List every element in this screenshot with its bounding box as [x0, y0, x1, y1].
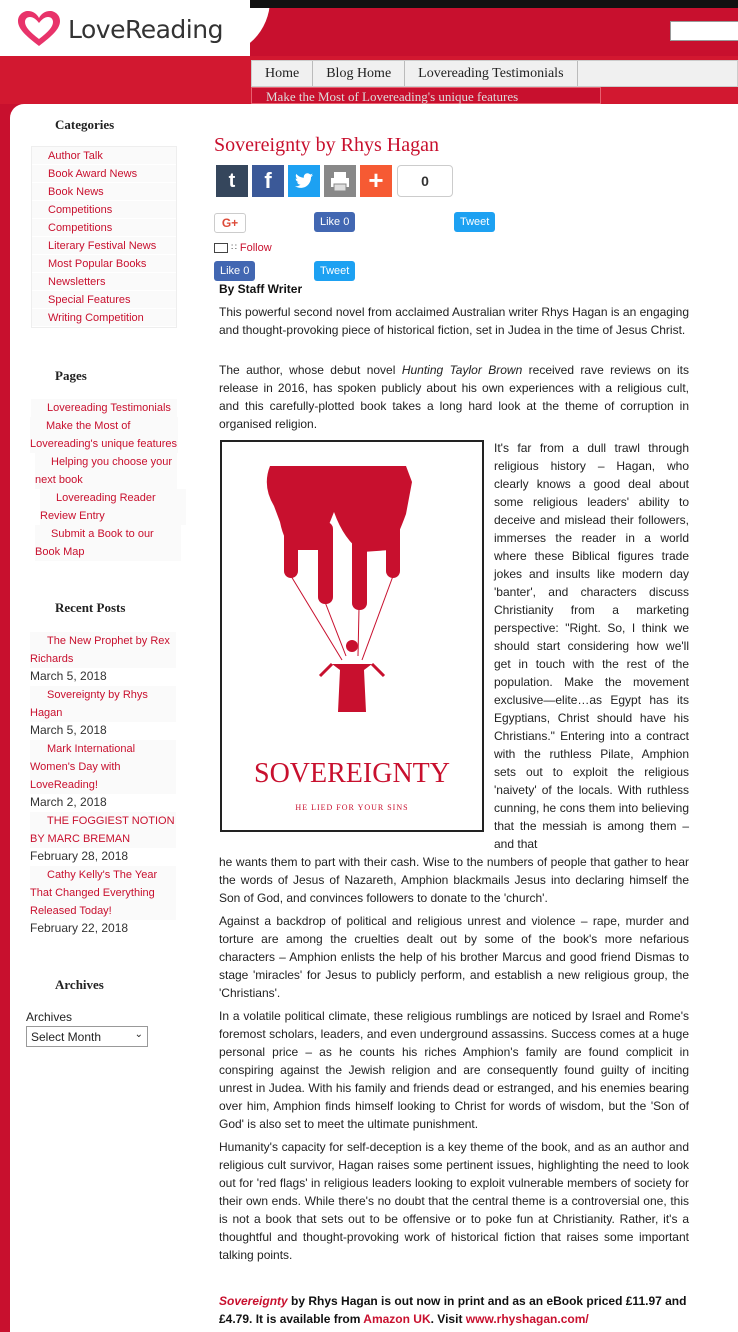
- more-share-button[interactable]: [360, 165, 392, 197]
- availability-text: by Rhys Hagan is out now in print and as an eBook priced £11.97 and £4.79. It is available from: [219, 1294, 687, 1326]
- follow-link[interactable]: [214, 242, 272, 254]
- paragraph: This powerful second novel from acclaimed Australian writer Rhys Hagan is an engaging and thought-provoking piece of historical fiction, set in Judea in the time of Jesus Christ.: [219, 305, 689, 337]
- category-item[interactable]: Literary Festival News: [32, 237, 176, 255]
- paragraph-text: The author, whose debut novel: [219, 363, 402, 377]
- availability-note: [219, 1292, 689, 1328]
- book-cover: [220, 440, 484, 832]
- chevron-down-icon: ⌄: [134, 1029, 143, 1040]
- paragraph: he wants them to part with their cash. Wise to the numbers of people that gather to hear the words of Jesus of Nazareth, Amphion blackmails Jesus into declaring himself the Son of God, and convinces followers to donate to the 'church'.: [219, 855, 689, 905]
- book-cover-author: RHYS HAGAN: [307, 453, 397, 467]
- archives-heading: Archives: [55, 977, 104, 992]
- recent-post-link[interactable]: THE FOGGIEST NOTION BY MARC BREMAN: [30, 812, 176, 848]
- facebook-like-button[interactable]: Like 0: [314, 212, 355, 232]
- recent-post-link[interactable]: The New Prophet by Rex Richards: [30, 632, 176, 668]
- heart-logo-icon: [16, 10, 62, 48]
- tweet-button[interactable]: Tweet: [454, 212, 495, 232]
- top-bar: [250, 0, 738, 8]
- page-body: [10, 104, 738, 1332]
- email-icon: [214, 243, 228, 253]
- book-cover-art: [222, 442, 482, 830]
- amazon-link[interactable]: Amazon UK: [363, 1312, 431, 1326]
- archives-label: Archives: [26, 1010, 73, 1024]
- tweet-button-2[interactable]: Tweet: [314, 261, 355, 281]
- book-title-italic: Sovereignty: [219, 1294, 288, 1308]
- google-plus-button[interactable]: G+: [214, 213, 246, 233]
- nav-blog-home[interactable]: Blog Home: [313, 61, 405, 86]
- pages-heading: Pages: [55, 368, 87, 383]
- categories-heading: Categories: [55, 117, 115, 132]
- category-item[interactable]: Most Popular Books: [32, 255, 176, 273]
- category-item[interactable]: Newsletters: [32, 273, 176, 291]
- article-title: Sovereignty by Rhys Hagan: [214, 134, 439, 156]
- archives-select[interactable]: [26, 1026, 148, 1047]
- recent-post-date: March 5, 2018: [30, 669, 107, 683]
- category-item[interactable]: Author Talk: [32, 147, 176, 165]
- availability-text: . Visit: [430, 1312, 466, 1326]
- nav-testimonials[interactable]: Lovereading Testimonials: [405, 61, 577, 86]
- twitter-share-button[interactable]: [288, 165, 320, 197]
- recent-post-link[interactable]: Sovereignty by Rhys Hagan: [30, 686, 176, 722]
- facebook-like-button-2[interactable]: Like 0: [214, 261, 255, 281]
- logo[interactable]: [16, 10, 223, 48]
- nav-make-the-most[interactable]: Make the Most of Lovereading's unique features: [266, 89, 519, 104]
- page-link-make-the-most[interactable]: Make the Most of Lovereading's unique features: [30, 417, 178, 453]
- page-link-helping[interactable]: Helping you choose your next book: [35, 453, 177, 489]
- byline: By Staff Writer: [219, 282, 303, 296]
- book-cover-title: SOVEREIGNTY: [254, 758, 450, 789]
- tumblr-icon: t: [228, 170, 236, 192]
- category-item[interactable]: Book News: [32, 183, 176, 201]
- archives-select-value: Select Month: [31, 1030, 102, 1044]
- paragraph: Humanity's capacity for self-deception is a key theme of the book, and as an author and religious cult survivor, Hagan raises some pertinent issues, highlighting the need to look out for 'red flags' in religious leaders looking to exploit vulnerable members of society for their own ends. While there's no doubt that the central theme is a controversial one, this is not a book that sets out to be offensive or to poke fun at Christianity. Rather, it's a thoughtful and thought-provoking work of historical fiction that raises some important talking points.: [219, 1140, 689, 1262]
- author-site-link[interactable]: www.rhyshagan.com/: [465, 1312, 589, 1326]
- logo-text: LoveReading: [68, 14, 223, 44]
- tumblr-share-button[interactable]: [216, 165, 248, 197]
- recent-post-date: February 22, 2018: [30, 921, 129, 935]
- recent-post-date: February 28, 2018: [30, 849, 129, 863]
- paragraph: Against a backdrop of political and religious unrest and violence – rape, murder and torture are among the cruelties dealt out by some of the book's more nefarious characters – Amphion enlists the help of his brother Marcus and good friend Dismas to stage 'miracles' for Jesus to publicly perform, and establish a new religious group, the 'Christians'.: [219, 914, 689, 1000]
- facebook-share-button[interactable]: [252, 165, 284, 197]
- category-item[interactable]: Book Award News: [32, 165, 176, 183]
- secondary-nav: [251, 87, 601, 104]
- rss-icon: ∷: [231, 242, 237, 252]
- search-input[interactable]: [670, 21, 738, 41]
- book-reference: Hunting Taylor Brown: [401, 363, 523, 377]
- page-link-testimonials[interactable]: Lovereading Testimonials: [31, 399, 177, 417]
- paragraph: In a volatile political climate, these religious rumblings are noticed by Israel and Rome's foremost scholars, leaders, and even underground assassins. Success comes at a huge personal price – as he counts his riches Amphion's family are found complicit in conspiring against the Jewish religion and are consequently found guilty of inciting unrest in Judea. With his family and friends dead or estranged, and his enemies bearing over him, Amphion finds himself looking to Christ for words of wisdom, but the 'Son of God' is also set to meet the ultimate punishment.: [219, 1009, 689, 1131]
- recent-post-date: March 5, 2018: [30, 723, 107, 737]
- plus-icon: +: [368, 165, 384, 195]
- category-item[interactable]: Writing Competition: [32, 309, 176, 327]
- category-item[interactable]: Competitions: [32, 201, 176, 219]
- page-link-book-map[interactable]: Submit a Book to our Book Map: [35, 525, 181, 561]
- recent-post-link[interactable]: Cathy Kelly's The Year That Changed Everything Released Today!: [30, 866, 176, 920]
- book-cover-tagline: HE LIED FOR YOUR SINS: [295, 803, 409, 812]
- category-item[interactable]: Competitions: [32, 219, 176, 237]
- category-item[interactable]: Special Features: [32, 291, 176, 309]
- paragraph: It's far from a dull trawl through religious history – Hagan, who clearly knows a good deal about some religious leaders' ability to deceive and mislead their followers, immerses the reader in a world where these Biblical figures trade jokes and insults like modern day 'banter', and characters discuss Christianity from a marketing perspective: "Right. So, I think we should start considering how we'll get in touch with the rest of the population. Make the movement exclusive—elite…as Egypt has its Egyptians, Christ should have his Christians." Entering into a contract with the ruthless Pilate, Amphion sets out to exploit the religious 'naivety' of the locals. With ruthless cunning, he cons them into believing that the messiah is among them – and that: [494, 441, 689, 851]
- print-button[interactable]: [324, 165, 356, 197]
- recent-post-date: March 2, 2018: [30, 795, 107, 809]
- share-count: 0: [397, 165, 453, 197]
- recent-posts-heading: Recent Posts: [55, 600, 126, 615]
- paragraph-text: received rave reviews on its release in 2016, has spoken publicly about his own experiences with a religious cult, and this carefully-plotted book takes a long hard look at the theme of corruption in organised religion.: [219, 363, 690, 431]
- page-link-reader-review[interactable]: Lovereading Reader Review Entry: [40, 489, 186, 525]
- categories-list: [31, 146, 177, 328]
- main-nav: [251, 60, 738, 87]
- recent-post-link[interactable]: Mark International Women's Day with LoveReading!: [30, 740, 176, 794]
- twitter-icon: [288, 165, 320, 197]
- follow-label: Follow: [239, 242, 272, 254]
- facebook-icon: f: [264, 168, 272, 193]
- paragraph: [219, 361, 689, 433]
- nav-home[interactable]: Home: [252, 61, 313, 86]
- print-icon: [324, 165, 356, 197]
